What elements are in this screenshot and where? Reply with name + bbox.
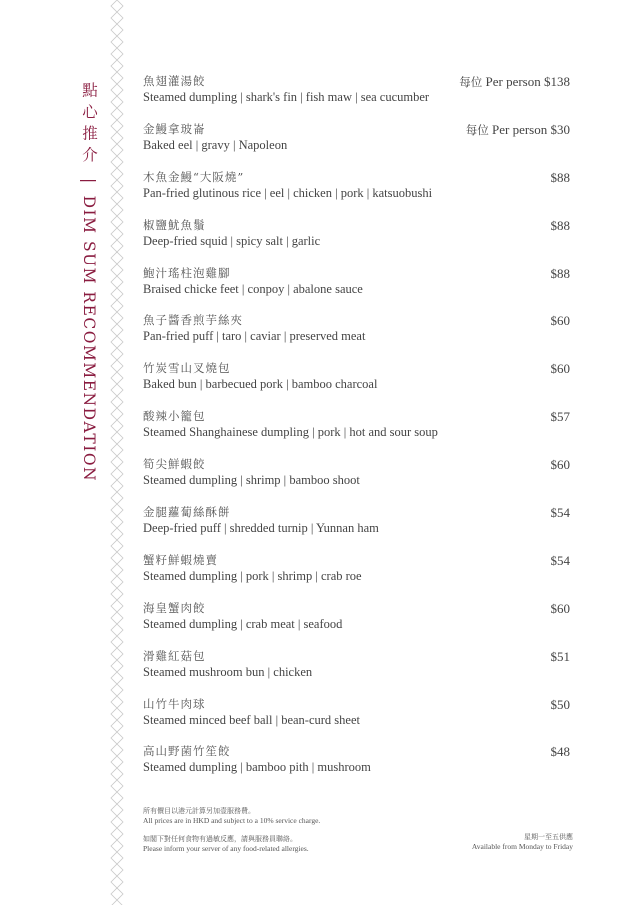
item-name-zh: 木魚金鰻“大阪燒”	[143, 169, 245, 184]
item-name-zh: 椒鹽魷魚鬚	[143, 217, 206, 232]
item-name-zh: 竹炭雪山叉燒包	[143, 361, 231, 376]
item-description-en: Braised chicke feet | conpoy | abalone sauce	[143, 281, 363, 296]
item-description-en: Steamed dumpling | shark's fin | fish maw | sea cucumber	[143, 90, 430, 104]
item-description-en: Steamed minced beef ball | bean-curd sheet	[143, 712, 360, 727]
item-price-value: $50	[550, 696, 570, 712]
item-description-en: Pan-fried puff | taro | caviar | preserved meat	[143, 329, 366, 344]
menu-item	[143, 74, 570, 122]
item-price	[551, 697, 571, 713]
item-price	[551, 218, 571, 234]
item-price-value: $51	[550, 648, 570, 664]
item-description-en: Steamed mushroom bun | chicken	[143, 664, 313, 679]
menu-item	[143, 697, 570, 745]
item-price	[551, 505, 571, 521]
item-price	[551, 744, 571, 760]
item-name-zh: 海皇蟹肉餃	[143, 600, 206, 615]
item-price-value: $48	[550, 744, 570, 760]
item-price-value: $54	[550, 552, 570, 568]
item-price-value: $54	[550, 505, 570, 521]
item-price	[551, 457, 571, 473]
menu-item	[143, 457, 570, 505]
menu-item	[143, 313, 570, 361]
item-name-zh: 山竹牛肉球	[143, 696, 206, 711]
availability-note-zh: 星期一至五供應	[524, 833, 573, 841]
item-description-en: Steamed dumpling | pork | shrimp | crab roe	[143, 568, 362, 583]
item-price	[551, 553, 571, 569]
item-price	[551, 649, 571, 665]
item-price-zh: 每位	[459, 75, 483, 89]
footer-notes	[143, 806, 573, 862]
menu-item	[143, 170, 570, 218]
item-description-en: Deep-fried squid | spicy salt | garlic	[143, 233, 321, 248]
menu-item	[143, 744, 570, 792]
item-description-en: Steamed dumpling | shrimp | bamboo shoot	[143, 473, 360, 488]
section-title	[60, 82, 100, 482]
item-description-en: Deep-fried puff | shredded turnip | Yunnan ham	[143, 521, 379, 536]
item-price	[551, 601, 571, 617]
item-description-en: Steamed Shanghainese dumpling | pork | hot and sour soup	[143, 425, 438, 440]
item-price	[459, 74, 570, 90]
item-price	[551, 313, 571, 329]
menu-item	[143, 553, 570, 601]
item-price	[466, 122, 570, 138]
item-name-zh: 魚子醬香煎芋絲夾	[143, 313, 243, 328]
item-price	[551, 409, 571, 425]
menu-item	[143, 505, 570, 553]
allergy-note-zh: 如閣下對任何食物有過敏反應，請與服務員聯絡。	[143, 835, 297, 843]
menu-item	[143, 601, 570, 649]
item-name-zh: 金腿蘿蔔絲酥餅	[143, 505, 231, 520]
section-title-en: DIM SUM RECOMMENDATION	[80, 195, 98, 483]
item-price	[551, 170, 571, 186]
item-description-en: Baked bun | barbecued pork | bamboo charcoal	[143, 377, 378, 392]
item-price-value: Per person $30	[492, 121, 570, 137]
menu-item	[143, 649, 570, 697]
item-price-value: $88	[550, 265, 570, 281]
item-description-en: Baked eel | gravy | Napoleon	[143, 137, 288, 152]
item-price	[551, 361, 571, 377]
availability-note-en: Available from Monday to Friday	[471, 842, 573, 851]
item-price-value: $88	[550, 217, 570, 233]
title-separator: |	[80, 178, 98, 186]
menu-item	[143, 409, 570, 457]
item-name-zh: 滑雞紅菇包	[143, 648, 206, 663]
menu-item	[143, 361, 570, 409]
item-name-zh: 高山野菌竹笙餃	[143, 744, 231, 759]
item-price-value: $60	[550, 361, 570, 377]
item-price-value: $60	[550, 600, 570, 616]
item-price-value: Per person $138	[485, 74, 570, 89]
menu-item	[143, 122, 570, 170]
item-name-zh: 筍尖鮮蝦餃	[143, 457, 206, 472]
service-charge-note-en: All prices are in HKD and subject to a 10% service charge.	[143, 816, 321, 825]
item-price	[551, 266, 571, 282]
item-name-zh: 酸辣小籠包	[143, 409, 206, 424]
item-description-en: Steamed dumpling | bamboo pith | mushroom	[143, 760, 371, 775]
item-name-zh: 魚翅灌湯餃	[143, 74, 206, 88]
item-price-value: $57	[550, 409, 570, 425]
menu-list	[143, 74, 570, 792]
menu-item	[143, 266, 570, 314]
decorative-border	[108, 0, 126, 905]
item-name-zh: 蟹籽鮮蝦燒賣	[143, 552, 218, 567]
item-price-value: $60	[550, 313, 570, 329]
item-description-en: Pan-fried glutinous rice | eel | chicken | pork | katsuobushi	[143, 185, 433, 200]
item-price-value: $60	[550, 457, 570, 473]
item-description-en: Steamed dumpling | crab meat | seafood	[143, 616, 343, 631]
item-price-value: $88	[550, 169, 570, 185]
menu-item	[143, 218, 570, 266]
item-name-zh: 金鰻拿玻崙	[143, 121, 206, 136]
item-price-zh: 每位	[465, 122, 489, 137]
section-title-zh: 點心推介	[80, 82, 98, 168]
allergy-note-en: Please inform your server of any food-related allergies.	[143, 844, 309, 853]
service-charge-note-zh: 所有價目以港元計算另加壹服務費。	[143, 807, 255, 815]
item-name-zh: 鮑汁瑤柱泡雞腳	[143, 265, 231, 280]
